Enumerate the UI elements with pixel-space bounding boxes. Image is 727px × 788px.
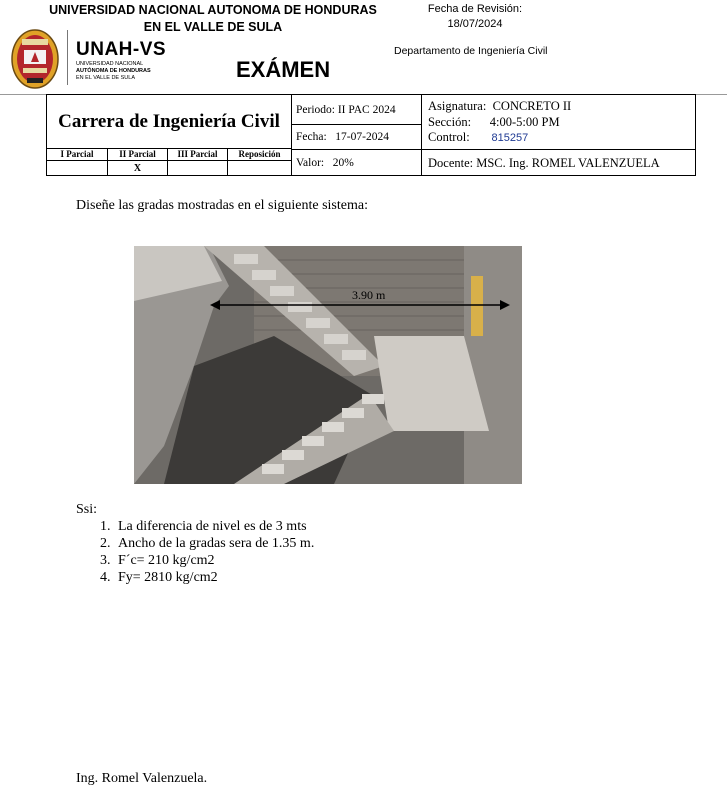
dimension-label: 3.90 m: [352, 288, 386, 302]
list-text: Fy= 2810 kg/cm2: [118, 570, 218, 585]
subject-value: CONCRETO II: [492, 99, 572, 113]
career-name: Carrera de Ingeniería Civil: [47, 95, 292, 149]
list-text: Ancho de la gradas sera de 1.35 m.: [118, 536, 315, 551]
university-line-2: EN EL VALLE DE SULA: [143, 20, 283, 34]
list-text: La diferencia de nivel es de 3 mts: [118, 519, 307, 534]
university-seal-icon: [10, 28, 60, 90]
unah-vs-sub-1: UNIVERSIDAD NACIONAL: [76, 61, 144, 67]
unah-vs-sub-3: EN EL VALLE DE SULA: [76, 75, 135, 81]
list-number: 3.: [100, 553, 111, 568]
partial-3-header: III Parcial: [168, 149, 228, 161]
list-text: F´c= 210 kg/cm2: [118, 553, 215, 568]
control-label: Control:: [428, 130, 470, 144]
section-value: 4:00-5:00 PM: [489, 114, 560, 129]
date-value: 17-07-2024: [335, 131, 389, 143]
unah-vs-title: UNAH-VS: [76, 39, 167, 60]
university-line-1: UNIVERSIDAD NACIONAL AUTONOMA DE HONDURAS: [49, 3, 377, 17]
list-item: [100, 518, 314, 535]
value-percent: 20%: [332, 157, 354, 169]
partial-3-mark: [168, 161, 228, 176]
date-label: Fecha:: [296, 131, 327, 143]
reposicion-header: Reposición: [228, 149, 292, 161]
department-name: Departamento de Ingeniería Civil: [394, 45, 548, 57]
list-number: 4.: [100, 570, 111, 585]
subject-block: [422, 99, 695, 150]
section-label: Sección:: [428, 114, 472, 129]
revision-block: [400, 2, 550, 32]
partial-1-mark: [47, 161, 108, 176]
list-item: [100, 552, 314, 569]
subject-row: [428, 99, 695, 115]
partial-2-mark: X: [108, 161, 168, 176]
list-item: [100, 569, 314, 586]
conditions-list: [100, 518, 314, 586]
partial-2-header: II Parcial: [108, 149, 168, 161]
ssi-label: Ssi:: [76, 502, 98, 517]
value-label: Valor:: [296, 157, 325, 169]
subject-label: Asignatura:: [428, 99, 487, 113]
reposicion-mark: [228, 161, 292, 176]
university-name: [48, 2, 378, 36]
period-value: Periodo: II PAC 2024: [292, 95, 422, 125]
list-number: 2.: [100, 536, 111, 551]
exam-title: EXÁMEN: [236, 57, 331, 82]
list-number: 1.: [100, 519, 111, 534]
logo-divider: [67, 30, 68, 85]
teacher-name: Docente: MSC. Ing. ROMEL VALENZUELA: [428, 156, 660, 170]
control-value: 815257: [491, 132, 529, 144]
control-row: [428, 130, 695, 147]
list-item: [100, 535, 314, 552]
value-row: [292, 150, 422, 176]
date-row: [292, 125, 422, 150]
signature: Ing. Romel Valenzuela.: [76, 771, 208, 786]
unah-vs-sub-2: AUTÓNOMA DE HONDURAS: [76, 68, 151, 74]
section-row: [428, 115, 695, 131]
exam-info-table: [46, 94, 696, 176]
exam-prompt: Diseñe las gradas mostradas en el siguiente sistema:: [76, 198, 368, 213]
revision-date: 18/07/2024: [447, 18, 503, 30]
staircase-photo: [134, 246, 522, 484]
revision-label: Fecha de Revisión:: [427, 3, 523, 15]
unah-vs-wordmark: [76, 40, 166, 81]
partial-1-header: I Parcial: [47, 149, 108, 161]
